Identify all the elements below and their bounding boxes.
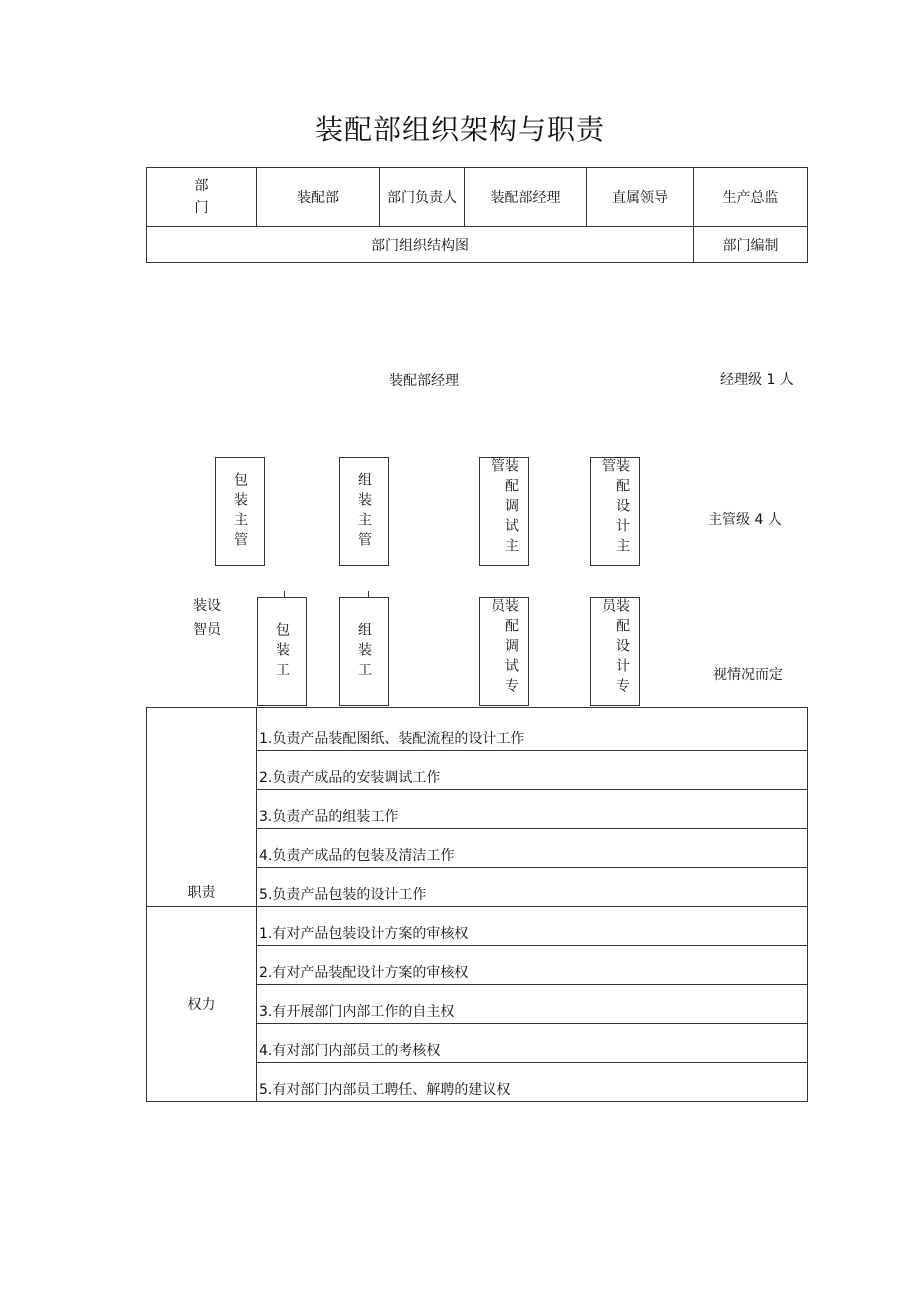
dept-value: 装配部	[257, 168, 380, 227]
department-info-table	[146, 167, 808, 263]
dept-label-cell	[147, 168, 257, 227]
staff-box-packaging: 包装工	[257, 597, 307, 706]
supervisor-box-design: 装配设计主管	[590, 457, 640, 566]
head-label: 部门负责人	[380, 168, 465, 227]
duty-item: 5.负责产品包装的设计工作	[257, 868, 808, 907]
level3-note: 视情况而定	[713, 667, 783, 683]
duty-item: 1.负责产品装配图纸、装配流程的设计工作	[257, 708, 808, 751]
clerk-label: 装设智员	[193, 598, 221, 638]
staff-box-debugging: 装配调试专员	[479, 597, 529, 706]
level1-note: 经理级 1 人	[720, 372, 794, 388]
page-title: 装配部组织架构与职责	[314, 113, 605, 146]
org-chart-label: 部门组织结构图	[147, 227, 694, 263]
power-item: 1.有对产品包装设计方案的审核权	[257, 907, 808, 946]
duties-powers-table	[146, 707, 808, 1102]
superior-label: 直属领导	[587, 168, 694, 227]
supervisor-box-packaging: 包装主管	[215, 457, 265, 566]
duty-item: 3.负责产品的组装工作	[257, 790, 808, 829]
staffing-label: 部门编制	[694, 227, 808, 263]
powers-label: 权力	[147, 907, 257, 1102]
supervisor-box-assembly: 组装主管	[339, 457, 389, 566]
org-top-manager: 装配部经理	[389, 373, 459, 389]
supervisor-box-debugging: 装配调试主管	[479, 457, 529, 566]
duty-item: 2.负责产成品的安装调试工作	[257, 751, 808, 790]
staff-box-design: 装配设计专员	[590, 597, 640, 706]
power-item: 4.有对部门内部员工的考核权	[257, 1024, 808, 1063]
power-item: 3.有开展部门内部工作的自主权	[257, 985, 808, 1024]
power-item: 2.有对产品装配设计方案的审核权	[257, 946, 808, 985]
duties-label: 职责	[147, 708, 257, 907]
head-value: 装配部经理	[465, 168, 587, 227]
dept-label: 部门	[194, 178, 209, 216]
staff-box-assembly: 组装工	[339, 597, 389, 706]
duty-item: 4.负责产成品的包装及清洁工作	[257, 829, 808, 868]
level2-note: 主管级 4 人	[708, 512, 782, 528]
superior-value: 生产总监	[694, 168, 808, 227]
power-item: 5.有对部门内部员工聘任、解聘的建议权	[257, 1063, 808, 1102]
